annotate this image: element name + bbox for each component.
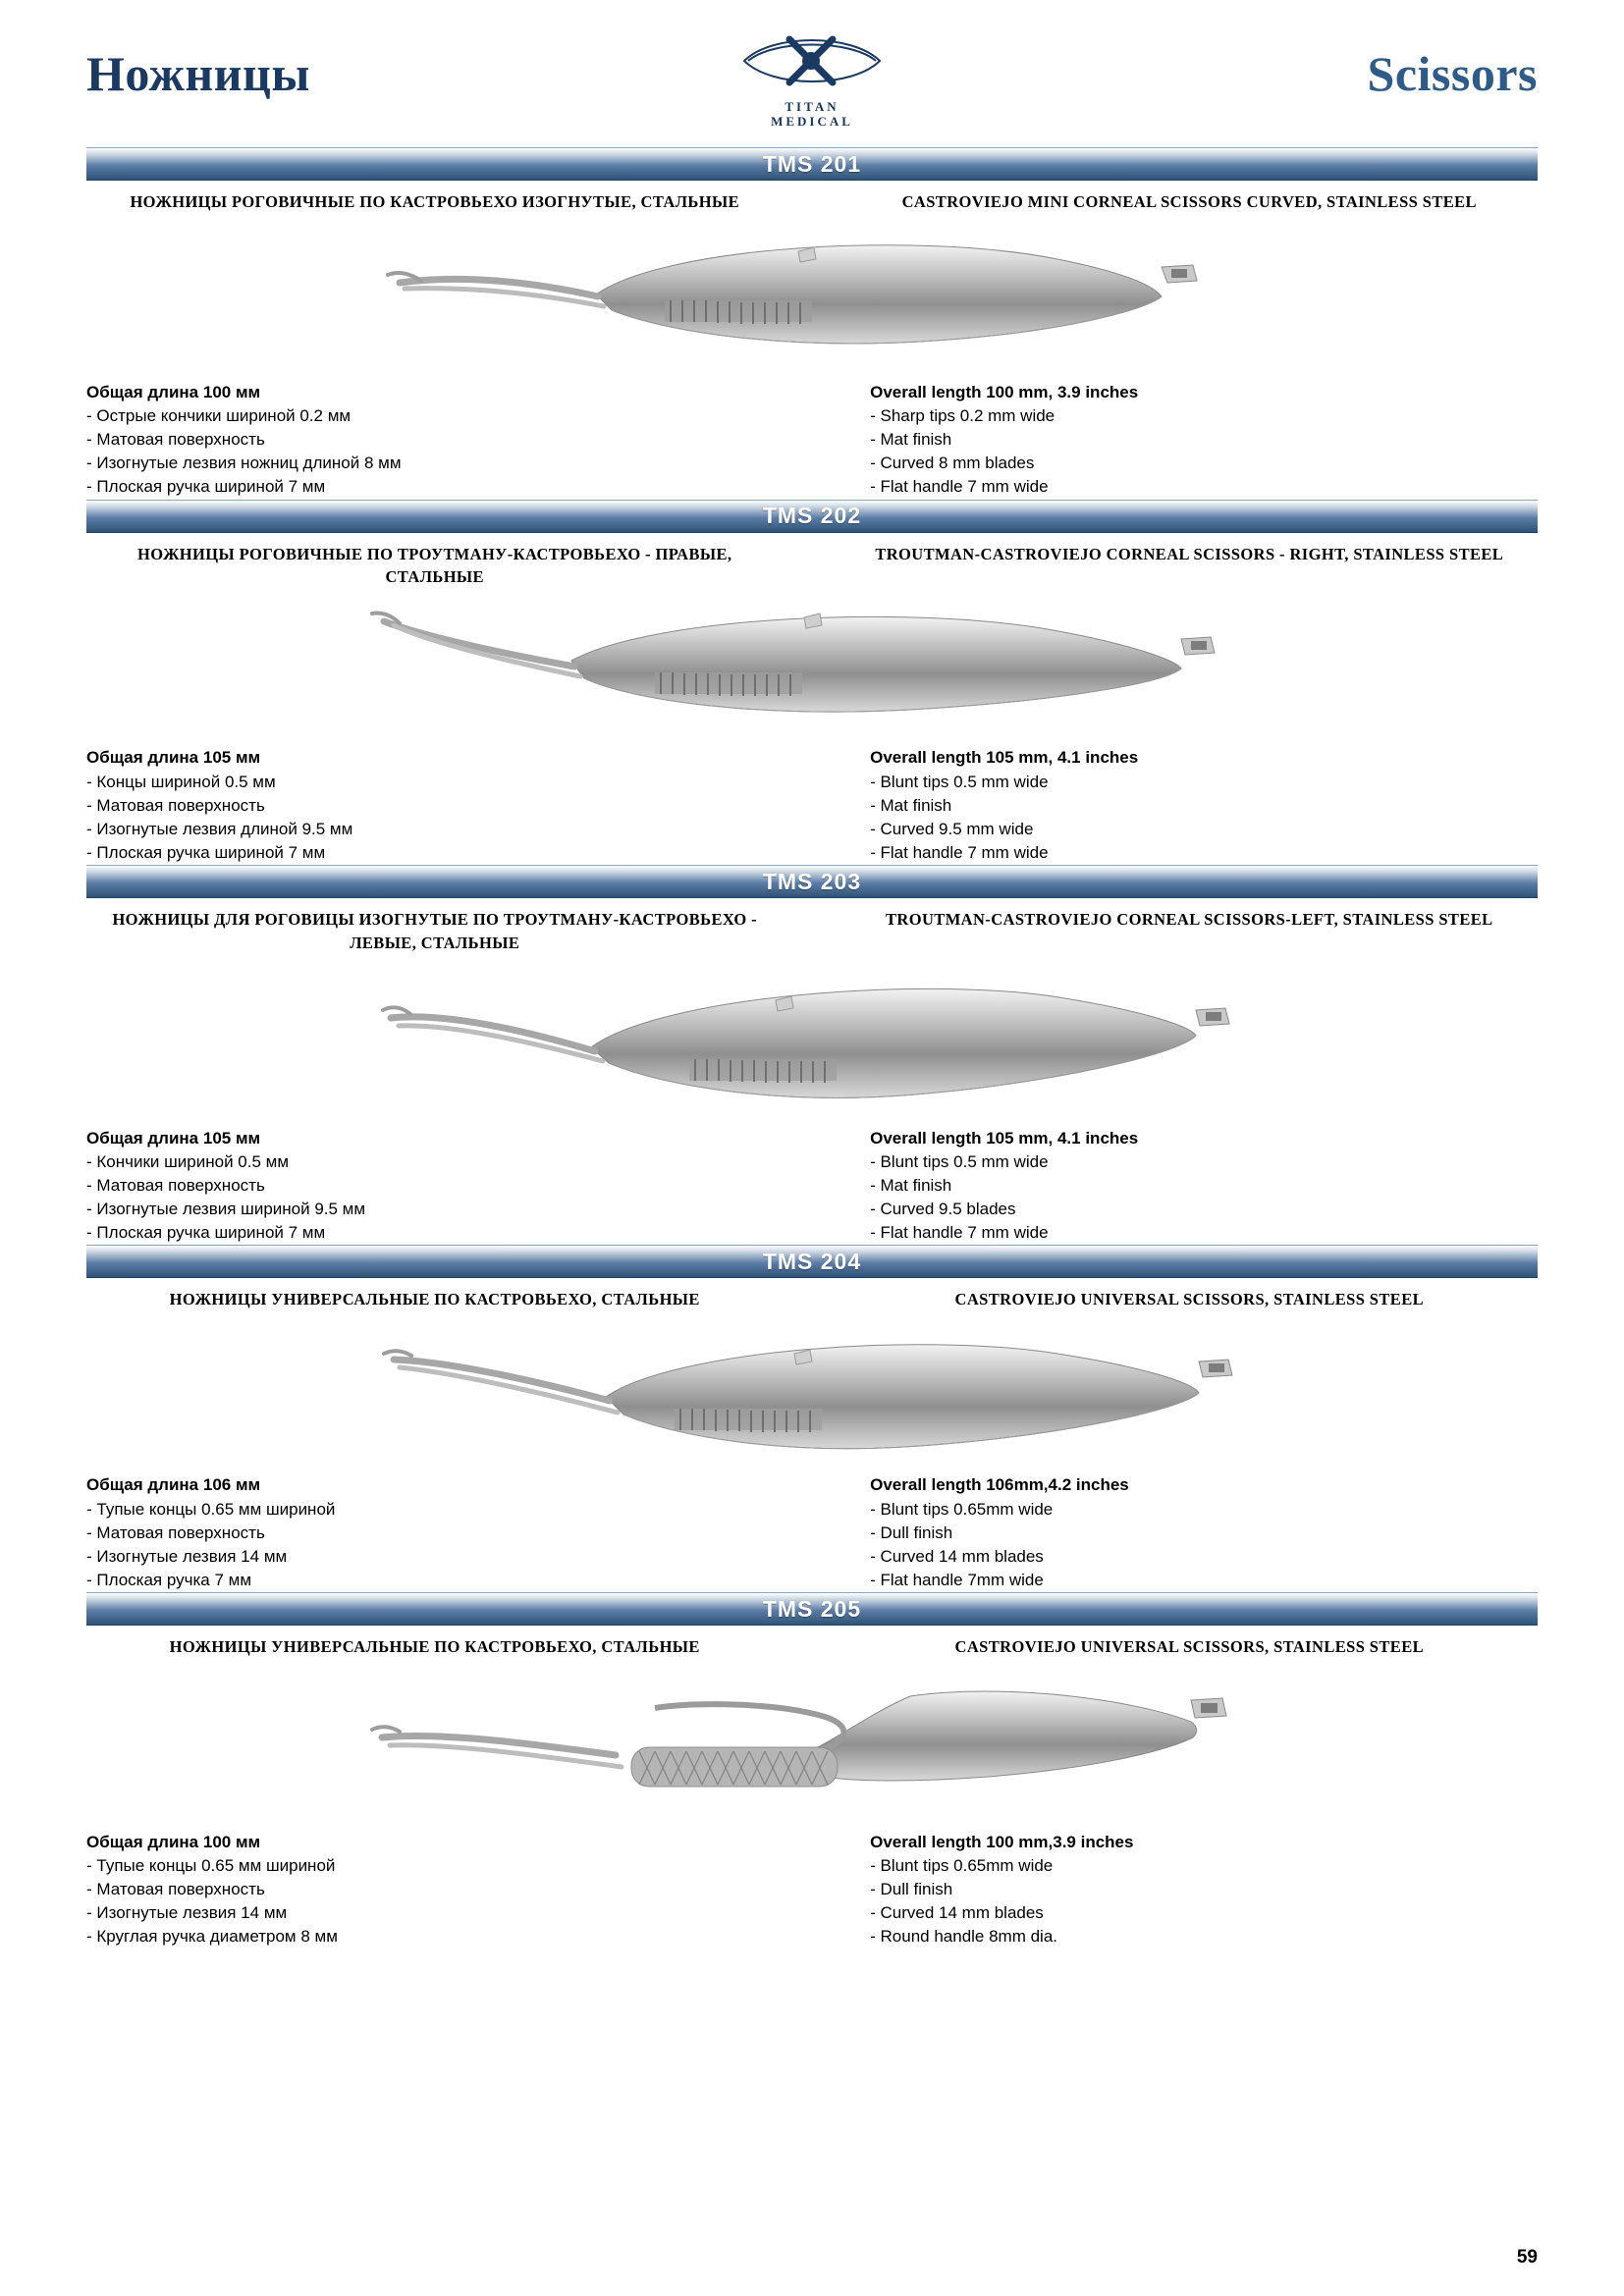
product-title-en: CASTROVIEJO MINI CORNEAL SCISSORS CURVED, STAINLESS STEEL: [901, 192, 1477, 211]
product-specs-en: [870, 1127, 1538, 1246]
spec-list-en: [870, 771, 1538, 866]
spec-item: - Плоская ручка 7 мм: [86, 1570, 252, 1589]
product-titles: [86, 898, 1538, 955]
spec-item: - Плоская ручка шириной 7 мм: [86, 477, 326, 497]
spec-item: - Dull finish: [870, 1880, 953, 1899]
scissors-illustration: [370, 1314, 1254, 1471]
product-specs-en: [870, 746, 1538, 865]
spec-list-en: [870, 404, 1538, 500]
product-photo: [86, 589, 1538, 746]
product-block: [86, 500, 1538, 865]
spec-item: - Матовая поверхность: [86, 430, 265, 450]
page-number: 59: [1516, 2247, 1538, 2268]
product-block: [86, 147, 1538, 500]
product-photo: [86, 214, 1538, 381]
product-specs-ru: [86, 1473, 754, 1592]
product-code-band: [86, 147, 1538, 181]
spec-head-en: Overall length 100 mm, 3.9 inches: [870, 382, 1139, 401]
product-specs: [86, 746, 1538, 865]
spec-list-en: [870, 1854, 1538, 1949]
product-titles: [86, 181, 1538, 214]
spec-item: - Mat finish: [870, 1176, 952, 1196]
product-titles: [86, 1278, 1538, 1311]
product-photo: [86, 955, 1538, 1127]
spec-item: - Тупые концы 0.65 мм шириной: [86, 1856, 336, 1876]
product-code: TMS 203: [762, 868, 862, 894]
spec-head-ru: Общая длина 105 мм: [86, 748, 261, 768]
product-title-ru: НОЖНИЦЫ ДЛЯ РОГОВИЦЫ ИЗОГНУТЫЕ ПО ТРОУТМАНУ-КАСТРОВЬЕХО - ЛЕВЫЕ, СТАЛЬНЫЕ: [112, 910, 757, 952]
product-code: TMS 201: [762, 150, 862, 177]
spec-item: - Плоская ручка шириной 7 мм: [86, 842, 326, 862]
spec-head-ru: Общая длина 100 мм: [86, 1832, 261, 1851]
titan-medical-logo-icon: [738, 27, 886, 98]
spec-item: - Curved 14 mm blades: [870, 1903, 1044, 1923]
product-specs-en: [870, 1473, 1538, 1592]
product-title-en: CASTROVIEJO UNIVERSAL SCISSORS, STAINLESS STEEL: [954, 1290, 1425, 1309]
spec-item: - Матовая поверхность: [86, 795, 265, 815]
product-code: TMS 204: [762, 1248, 862, 1274]
product-title-en: CASTROVIEJO UNIVERSAL SCISSORS, STAINLESS STEEL: [954, 1637, 1425, 1657]
product-code-band: [86, 865, 1538, 898]
spec-item: - Плоская ручка шириной 7 мм: [86, 1223, 326, 1243]
product-specs-ru: [86, 381, 754, 500]
spec-item: - Sharp tips 0.2 mm wide: [870, 406, 1056, 426]
spec-head-en: Overall length 105 mm, 4.1 inches: [870, 1128, 1139, 1148]
product-title-ru: НОЖНИЦЫ РОГОВИЧНЫЕ ПО ТРОУТМАНУ-КАСТРОВЬЕХО - ПРАВЫЕ, СТАЛЬНЫЕ: [137, 544, 732, 587]
product-specs-en: [870, 1831, 1538, 1949]
spec-item: - Flat handle 7 mm wide: [870, 1223, 1049, 1243]
spec-item: - Круглая ручка диаметром 8 мм: [86, 1927, 338, 1947]
spec-item: - Flat handle 7mm wide: [870, 1570, 1044, 1589]
spec-item: - Кончики шириной 0.5 мм: [86, 1151, 290, 1171]
spec-head-ru: Общая длина 105 мм: [86, 1128, 261, 1148]
product-title-ru: НОЖНИЦЫ УНИВЕРСАЛЬНЫЕ ПО КАСТРОВЬЕХО, СТАЛЬНЫЕ: [169, 1637, 700, 1657]
spec-item: - Mat finish: [870, 795, 952, 815]
scissors-illustration: [365, 957, 1259, 1124]
spec-item: - Mat finish: [870, 430, 952, 450]
spec-item: - Острые кончики шириной 0.2 мм: [86, 406, 352, 426]
scissors-illustration: [360, 592, 1264, 744]
spec-item: - Curved 8 mm blades: [870, 454, 1035, 473]
product-code: TMS 202: [762, 503, 862, 529]
product-photo: [86, 1659, 1538, 1831]
spec-head-ru: Общая длина 100 мм: [86, 382, 261, 401]
product-titles: [86, 533, 1538, 590]
spec-list-ru: [86, 1498, 754, 1593]
spec-item: - Curved 14 mm blades: [870, 1546, 1044, 1566]
product-specs: [86, 1831, 1538, 1949]
product-title-en: TROUTMAN-CASTROVIEJO CORNEAL SCISSORS - RIGHT, STAINLESS STEEL: [875, 544, 1504, 563]
spec-list-ru: [86, 1150, 754, 1246]
spec-item: - Концы шириной 0.5 мм: [86, 772, 276, 791]
scissors-illustration: [360, 1661, 1264, 1828]
scissors-illustration: [370, 216, 1254, 378]
spec-item: - Dull finish: [870, 1522, 953, 1542]
product-specs-ru: [86, 1127, 754, 1246]
product-specs: [86, 381, 1538, 500]
spec-item: - Blunt tips 0.5 mm wide: [870, 772, 1049, 791]
spec-item: - Blunt tips 0.65mm wide: [870, 1499, 1054, 1519]
product-code-band: [86, 1245, 1538, 1278]
product-block: [86, 1592, 1538, 1949]
spec-head-ru: Общая длина 106 мм: [86, 1475, 261, 1495]
brand-logo: [719, 27, 905, 130]
product-block: [86, 1245, 1538, 1592]
page-title-en: Scissors: [1367, 46, 1538, 101]
spec-item: - Изогнутые лезвия 14 мм: [86, 1546, 288, 1566]
logo-wordmark: [719, 100, 905, 130]
spec-item: - Round handle 8mm dia.: [870, 1927, 1058, 1947]
product-code-band: [86, 500, 1538, 533]
product-title-en: TROUTMAN-CASTROVIEJO CORNEAL SCISSORS-LEFT, STAINLESS STEEL: [886, 910, 1493, 930]
product-title-ru: НОЖНИЦЫ РОГОВИЧНЫЕ ПО КАСТРОВЬЕХО ИЗОГНУТЫЕ, СТАЛЬНЫЕ: [130, 192, 739, 211]
page-title-ru: Ножницы: [86, 46, 310, 101]
spec-list-en: [870, 1150, 1538, 1246]
spec-item: - Тупые концы 0.65 мм шириной: [86, 1499, 336, 1519]
product-titles: [86, 1626, 1538, 1659]
spec-head-en: Overall length 106mm,4.2 inches: [870, 1475, 1129, 1495]
spec-item: - Blunt tips 0.5 mm wide: [870, 1151, 1049, 1171]
spec-item: - Curved 9.5 mm wide: [870, 819, 1034, 838]
spec-item: - Изогнутые лезвия длиной 9.5 мм: [86, 819, 353, 838]
product-specs: [86, 1127, 1538, 1246]
page-header: [86, 0, 1538, 147]
spec-item: - Flat handle 7 mm wide: [870, 842, 1049, 862]
spec-list-ru: [86, 404, 754, 500]
spec-item: - Изогнутые лезвия шириной 9.5 мм: [86, 1200, 366, 1219]
spec-item: - Матовая поверхность: [86, 1880, 265, 1899]
spec-item: - Blunt tips 0.65mm wide: [870, 1856, 1054, 1876]
spec-item: - Изогнутые лезвия 14 мм: [86, 1903, 288, 1923]
product-block: [86, 865, 1538, 1245]
spec-item: - Flat handle 7 mm wide: [870, 477, 1049, 497]
product-specs-en: [870, 381, 1538, 500]
product-specs-ru: [86, 746, 754, 865]
spec-list-ru: [86, 771, 754, 866]
spec-item: - Матовая поверхность: [86, 1176, 265, 1196]
spec-head-en: Overall length 105 mm, 4.1 inches: [870, 748, 1139, 768]
spec-item: - Матовая поверхность: [86, 1522, 265, 1542]
product-specs: [86, 1473, 1538, 1592]
product-code-band: [86, 1592, 1538, 1626]
spec-item: - Curved 9.5 blades: [870, 1200, 1016, 1219]
spec-list-en: [870, 1498, 1538, 1593]
product-specs-ru: [86, 1831, 754, 1949]
logo-line-1: TITAN: [785, 99, 839, 114]
logo-line-2: MEDICAL: [771, 113, 853, 129]
product-code: TMS 205: [762, 1595, 862, 1622]
spec-head-en: Overall length 100 mm,3.9 inches: [870, 1832, 1134, 1851]
product-photo: [86, 1311, 1538, 1473]
product-title-ru: НОЖНИЦЫ УНИВЕРСАЛЬНЫЕ ПО КАСТРОВЬЕХО, СТАЛЬНЫЕ: [169, 1290, 700, 1309]
spec-item: - Изогнутые лезвия ножниц длиной 8 мм: [86, 454, 402, 473]
spec-list-ru: [86, 1854, 754, 1949]
